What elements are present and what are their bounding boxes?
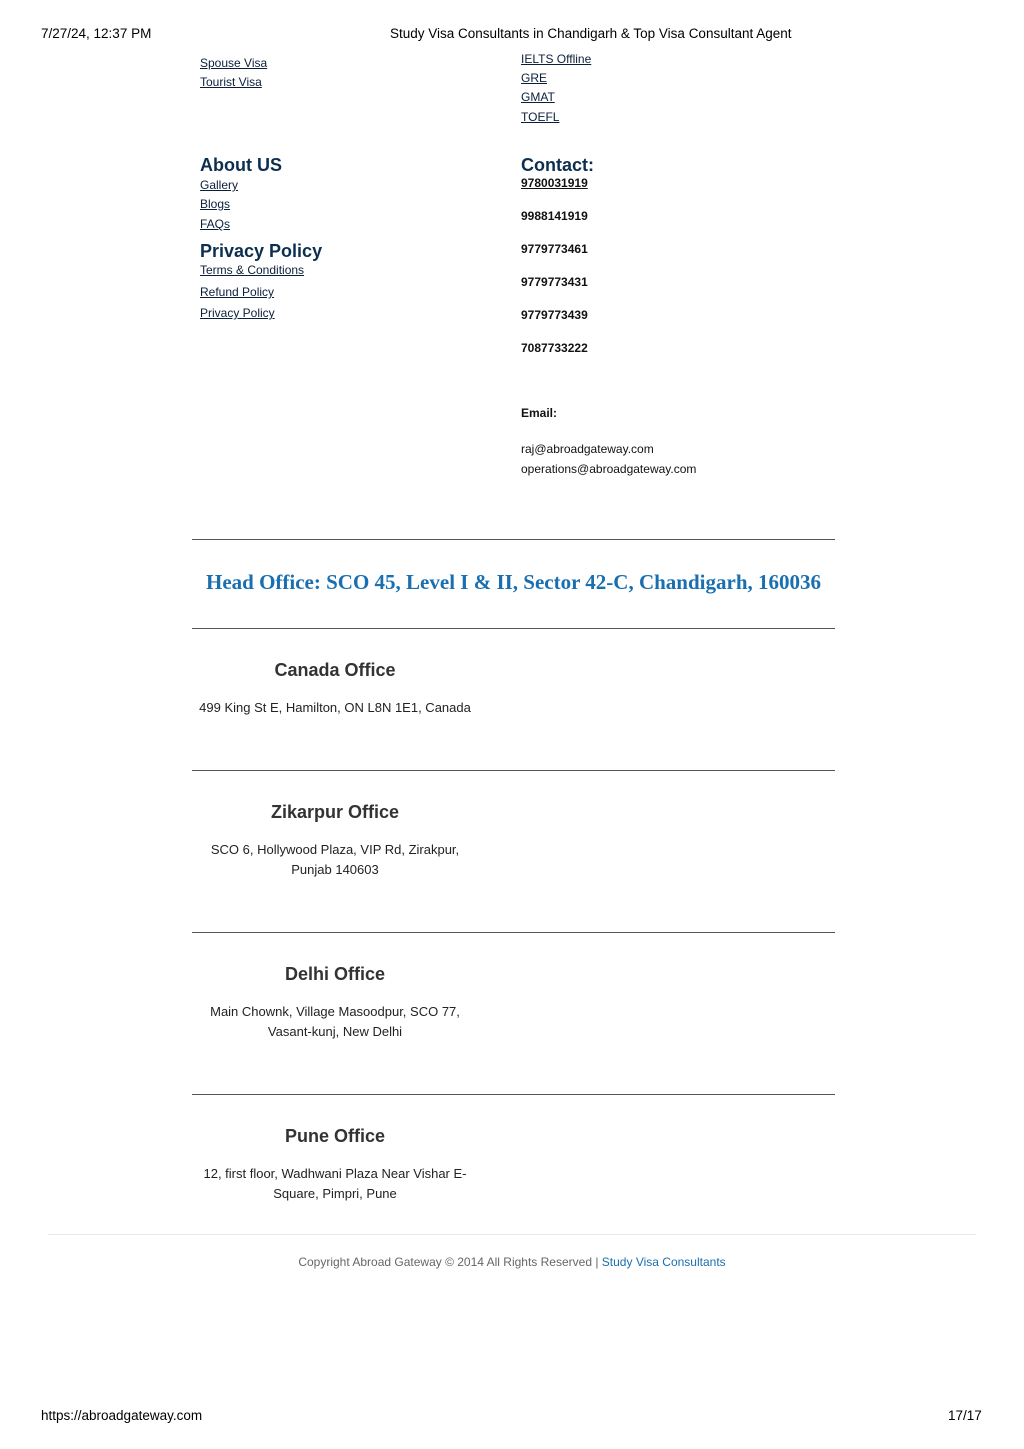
link-gallery[interactable]: Gallery [200, 178, 239, 192]
link-privacy-policy[interactable]: Privacy Policy [200, 306, 275, 320]
office-address-canada: 499 King St E, Hamilton, ON L8N 1E1, Canada [199, 700, 471, 715]
office-address-pune: 12, first floor, Wadhwani Plaza Near Vishar E-Square, Pimpri, Pune [203, 1166, 467, 1201]
office-title-canada: Canada Office [274, 660, 396, 680]
divider [192, 1094, 835, 1095]
link-gmat[interactable]: GMAT [521, 90, 555, 104]
link-toefl[interactable]: TOEFL [521, 110, 560, 124]
phone-number[interactable]: 9779773439 [521, 308, 588, 322]
email-address[interactable]: raj@abroadgateway.com [521, 442, 654, 456]
phone-number[interactable]: 9780031919 [521, 176, 588, 190]
footer-divider [48, 1234, 976, 1235]
print-datetime: 7/27/24, 12:37 PM [41, 26, 152, 41]
divider [192, 770, 835, 771]
link-spouse-visa[interactable]: Spouse Visa [200, 56, 268, 70]
phone-number[interactable]: 7087733222 [521, 341, 588, 355]
privacy-policy-heading: Privacy Policy [200, 241, 323, 261]
email-address[interactable]: operations@abroadgateway.com [521, 462, 697, 476]
head-office-address: Head Office: SCO 45, Level I & II, Sector 42-C, Chandigarh, 160036 [206, 570, 821, 594]
link-terms-conditions[interactable]: Terms & Conditions [200, 263, 305, 277]
office-address-delhi: Main Chownk, Village Masoodpur, SCO 77, Vasant-kunj, New Delhi [210, 1004, 460, 1039]
phone-number[interactable]: 9779773431 [521, 275, 588, 289]
link-blogs[interactable]: Blogs [200, 197, 231, 211]
copyright-text: Copyright Abroad Gateway © 2014 All Rights Reserved | [298, 1255, 599, 1269]
link-tourist-visa[interactable]: Tourist Visa [200, 75, 262, 89]
print-page-title: Study Visa Consultants in Chandigarh & Top Visa Consultant Agent [390, 26, 792, 41]
print-url: https://abroadgateway.com [41, 1408, 203, 1423]
office-address-zikarpur: SCO 6, Hollywood Plaza, VIP Rd, Zirakpur, Punjab 140603 [210, 842, 460, 877]
divider [192, 628, 835, 629]
office-title-delhi: Delhi Office [284, 964, 386, 984]
link-gre[interactable]: GRE [521, 71, 548, 85]
copyright-line [0, 1255, 1024, 1269]
about-us-heading: About US [200, 155, 282, 175]
phone-number[interactable]: 9988141919 [521, 209, 588, 223]
office-title-pune: Pune Office [284, 1126, 386, 1146]
divider [192, 932, 835, 933]
print-page-number: 17/17 [948, 1408, 982, 1423]
divider [192, 539, 835, 540]
link-faqs[interactable]: FAQs [200, 217, 231, 231]
email-label: Email: [521, 406, 558, 420]
contact-heading: Contact: [521, 155, 594, 175]
office-title-zikarpur: Zikarpur Office [270, 802, 400, 822]
link-refund-policy[interactable]: Refund Policy [200, 285, 275, 299]
phone-number[interactable]: 9779773461 [521, 242, 588, 256]
link-ielts-offline[interactable]: IELTS Offline [521, 52, 592, 66]
study-visa-consultants-link[interactable]: Study Visa Consultants [601, 1255, 726, 1269]
